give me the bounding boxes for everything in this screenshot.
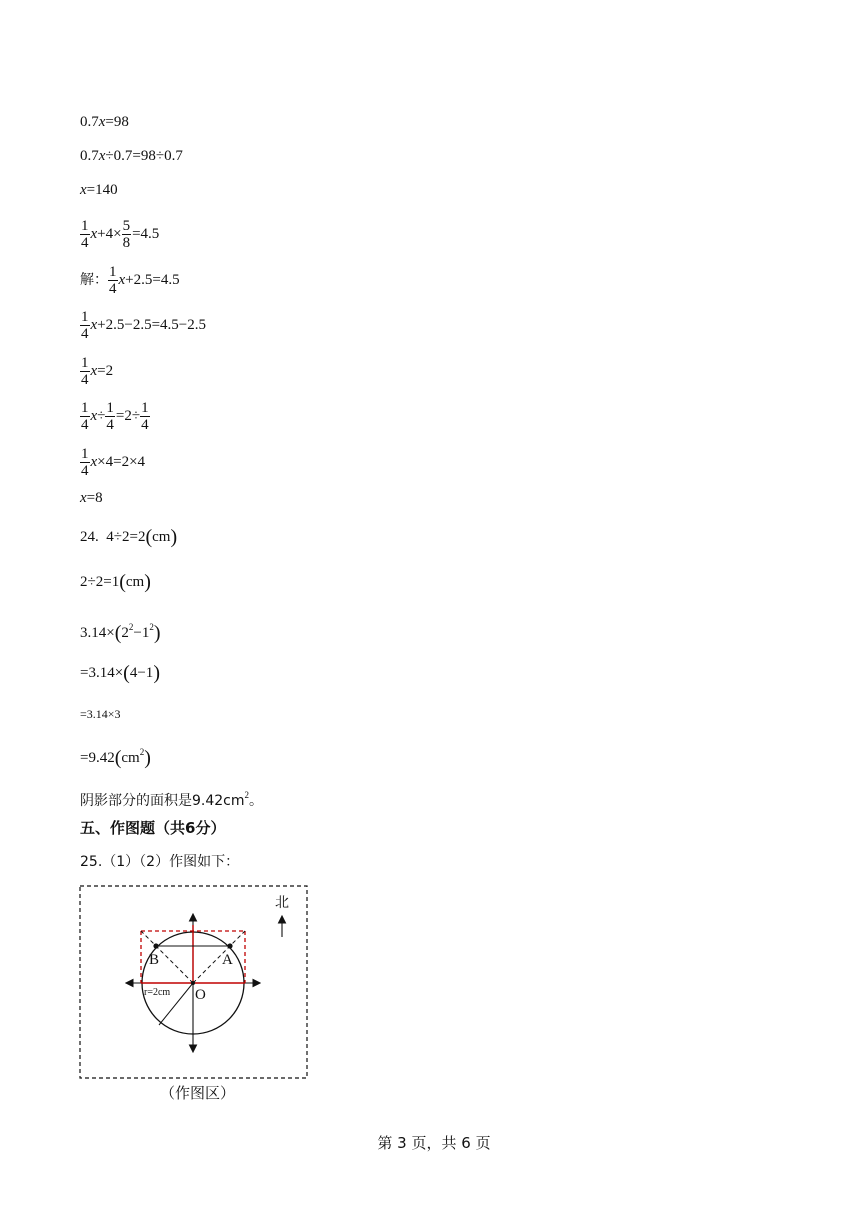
fraction: $\frac{1}{4}$ xyxy=(81,309,89,342)
equation-line-4: $\frac{1}{4}$ x+4× $\frac{5}{8}$ =4.5 xyxy=(81,218,160,251)
equation-line-1: 0.7x=98 xyxy=(80,114,129,130)
fraction: $\frac{1}{4}$ xyxy=(81,446,89,479)
point-b-label: B xyxy=(149,952,160,968)
fraction: $\frac{1}{4}$ xyxy=(81,218,89,251)
point-a-label: A xyxy=(222,952,233,968)
figure-caption: （作图区） xyxy=(160,1084,236,1102)
north-label: 北 xyxy=(275,895,289,911)
q24-line-5: =3.14×3 xyxy=(80,707,121,721)
q24-line-4: =3.14×(4−1) xyxy=(80,662,160,684)
fraction: $\frac{1}{4}$ xyxy=(81,400,89,433)
q24-line-2: 2÷2=1(cm) xyxy=(80,571,151,593)
point-o-dot xyxy=(191,981,195,985)
q24-line-1: 24. 4÷2=2(cm) xyxy=(80,526,178,548)
q24-line-6: $=9.42(cm^2)$ xyxy=(80,747,151,769)
point-a-dot xyxy=(227,943,232,948)
fraction: $\frac{5}{8}$ xyxy=(122,218,131,251)
fraction: $\frac{1}{4}$ xyxy=(109,264,117,297)
equation-line-10: x=8 xyxy=(80,490,103,506)
point-b-dot xyxy=(153,943,158,948)
q24-line-3: $3.14\times(2^2-1^2)$ xyxy=(80,622,161,644)
q25-label: 25.（1）（2）作图如下： xyxy=(80,854,240,870)
equation-line-3: x=140 xyxy=(80,182,118,198)
equation-line-5: 解： $\frac{1}{4}$ x+2.5=4.5 xyxy=(80,264,180,297)
equation-line-2: 0.7x÷0.7=98÷0.7 xyxy=(80,148,183,164)
equation-line-8: $\frac{1}{4}$ x÷ $\frac{1}{4}$ =2÷ $\frac{1}{4}$ xyxy=(81,400,149,433)
q24-answer: 阴影部分的面积是$9.42cm^2$。 xyxy=(80,790,264,809)
fraction: $\frac{1}{4}$ xyxy=(81,355,89,388)
radius-label: r=2cm xyxy=(144,987,171,998)
point-o-label: O xyxy=(195,987,206,1003)
page-footer: 第 3 页，共 6 页 xyxy=(377,1134,491,1152)
drawing-figure xyxy=(79,885,309,1081)
equation-line-7: $\frac{1}{4}$ x=2 xyxy=(81,355,114,388)
section-heading: 五、作图题（共6分） xyxy=(80,819,226,837)
equation-line-6: $\frac{1}{4}$ x+2.5−2.5=4.5−2.5 xyxy=(81,309,207,342)
equation-line-9: $\frac{1}{4}$ x×4=2×4 xyxy=(81,446,146,479)
fraction: $\frac{1}{4}$ xyxy=(141,400,149,433)
fraction: $\frac{1}{4}$ xyxy=(106,400,114,433)
